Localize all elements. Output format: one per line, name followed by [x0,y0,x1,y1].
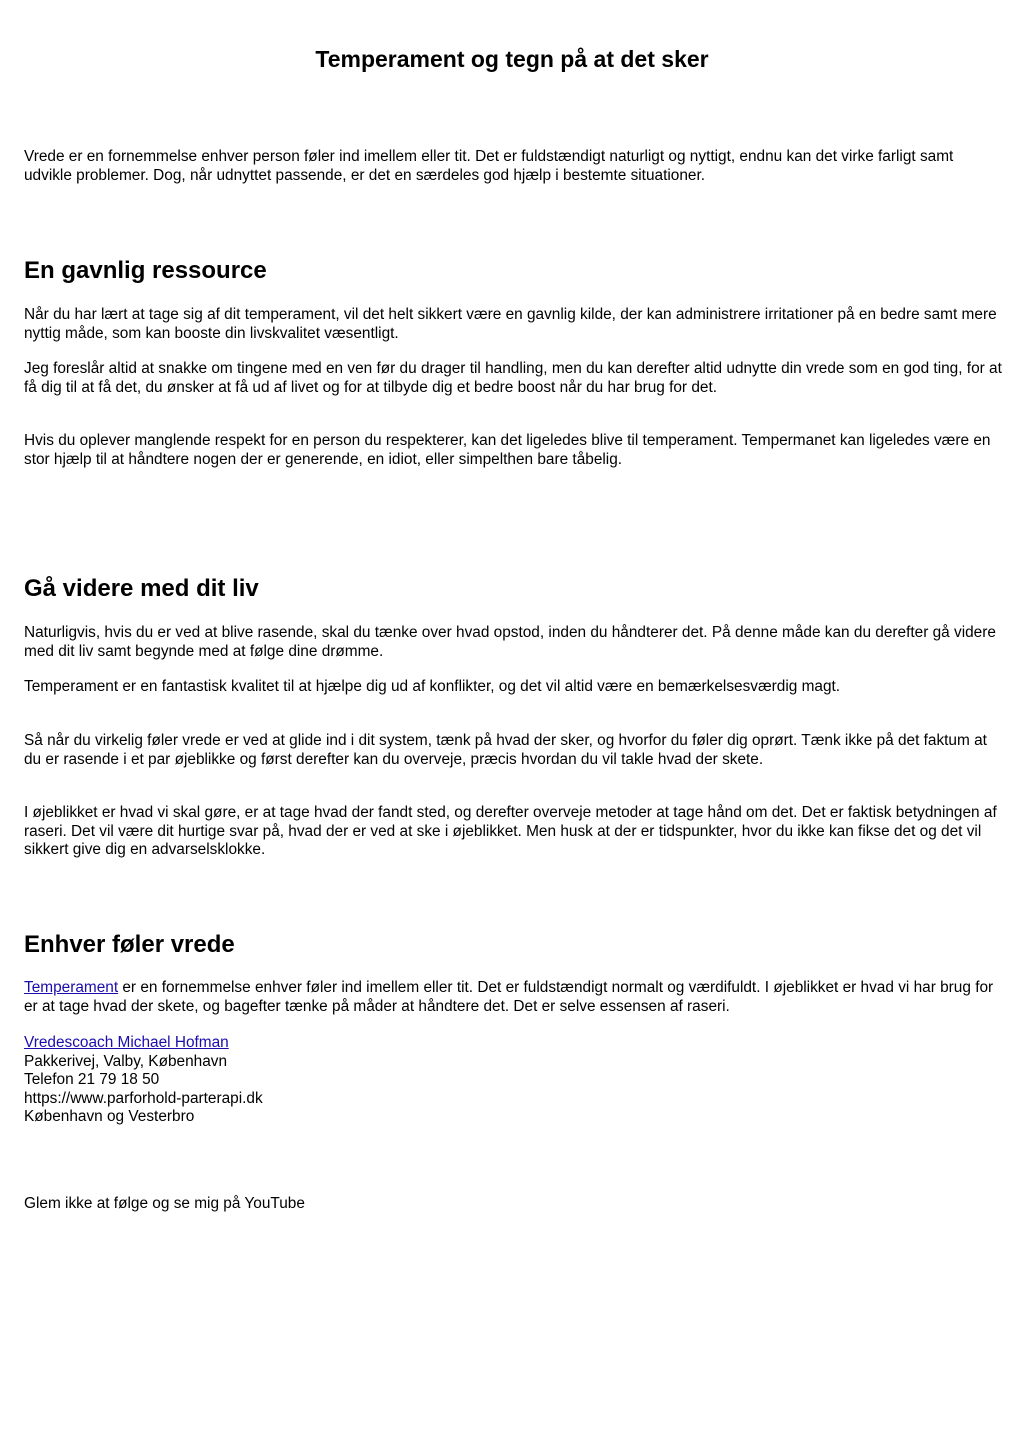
section3-paragraph-1 [24,979,1002,1016]
section-heading-gavnlig-ressource: En gavnlig ressource [24,257,267,284]
contact-address: Pakkerivej, Valby, København [24,1052,228,1070]
section2-paragraph-2: Temperament er en fantastisk kvalitet til at hjælpe dig ud af konflikter, og det vil altid være en bemærkelsesværdig magt. [24,678,841,695]
footer-text: Glem ikke at følge og se mig på YouTube [24,1195,305,1212]
page-title: Temperament og tegn på at det sker [315,46,709,72]
section1-paragraph-1: Når du har lært at tage sig af dit temperament, vil det helt sikkert være en gavnlig kilde, der kan administrere irritationer på en bedre samt mere nyttig måde, som kan booste din livskvalitet væsentligt. [24,306,997,342]
section1-paragraph-3: Hvis du oplever manglende respekt for en person du respekterer, kan det ligeledes blive til temperament. Tempermanet kan ligeledes være en stor hjælp til at håndtere nogen der er generende, en idiot, eller simpelthen bare tåbelig. [24,432,991,468]
contact-phone: Telefon 21 79 18 50 [24,1071,160,1089]
section2-paragraph-4: I øjeblikket er hvad vi skal gøre, er at tage hvad der fandt sted, og derefter overveje metoder at tage hånd om det. Det er faktisk betydningen af raseri. Det vil være dit hurtige svar på, hvad der er ved at ske i øjeblikket. Men husk at der er tidspunkter, hvor du ikke kan fikse det og det vil sikkert give dig en advarselsklokke. [24,804,997,859]
section-heading-gaa-videre: Gå videre med dit liv [24,575,259,602]
coach-name-link[interactable]: Vredescoach Michael Hofman [24,1034,229,1051]
section1-paragraph-2: Jeg foreslår altid at snakke om tingene med en ven før du drager til handling, men du kan derefter altid udnytte din vrede som en god ting, for at få dig til at få det, du ønsker at få ud af livet og for at tilbyde dig et bedre boost når du har brug for det. [24,360,1002,396]
contact-block [24,1034,1002,1127]
section3-paragraph-text: er en fornemmelse enhver føler ind imellem eller tit. Det er fuldstændigt normalt og værdifuldt. I øjeblikket er hvad vi har brug for er at tage hvad der skete, og bagefter tænke på måder at håndtere det. Det er selve essensen af raseri. [24,979,994,1015]
section-heading-enhver-foeler-vrede: Enhver føler vrede [24,931,235,958]
intro-paragraph: Vrede er en fornemmelse enhver person føler ind imellem eller tit. Det er fuldstændigt naturligt og nyttigt, endnu kan det virke farligt samt udvikle problemer. Dog, når udnyttet passende, er det en særdeles god hjælp i bestemte situationer. [24,148,954,184]
section2-paragraph-3: Så når du virkelig føler vrede er ved at glide ind i dit system, tænk på hvad der sker, og hvorfor du føler dig oprørt. Tænk ikke på det faktum at du er rasende i et par øjeblikke og først derefter kan du overveje, præcis hvordan du vil takle hvad der skete. [24,732,987,768]
section2-paragraph-1: Naturligvis, hvis du er ved at blive rasende, skal du tænke over hvad opstod, inden du håndterer det. På denne måde kan du derefter gå videre med dit liv samt begynde med at følge dine drømme. [24,624,996,660]
contact-area: København og Vesterbro [24,1108,195,1126]
temperament-link[interactable]: Temperament [24,979,119,996]
contact-website: https://www.parforhold-parterapi.dk [24,1089,263,1107]
